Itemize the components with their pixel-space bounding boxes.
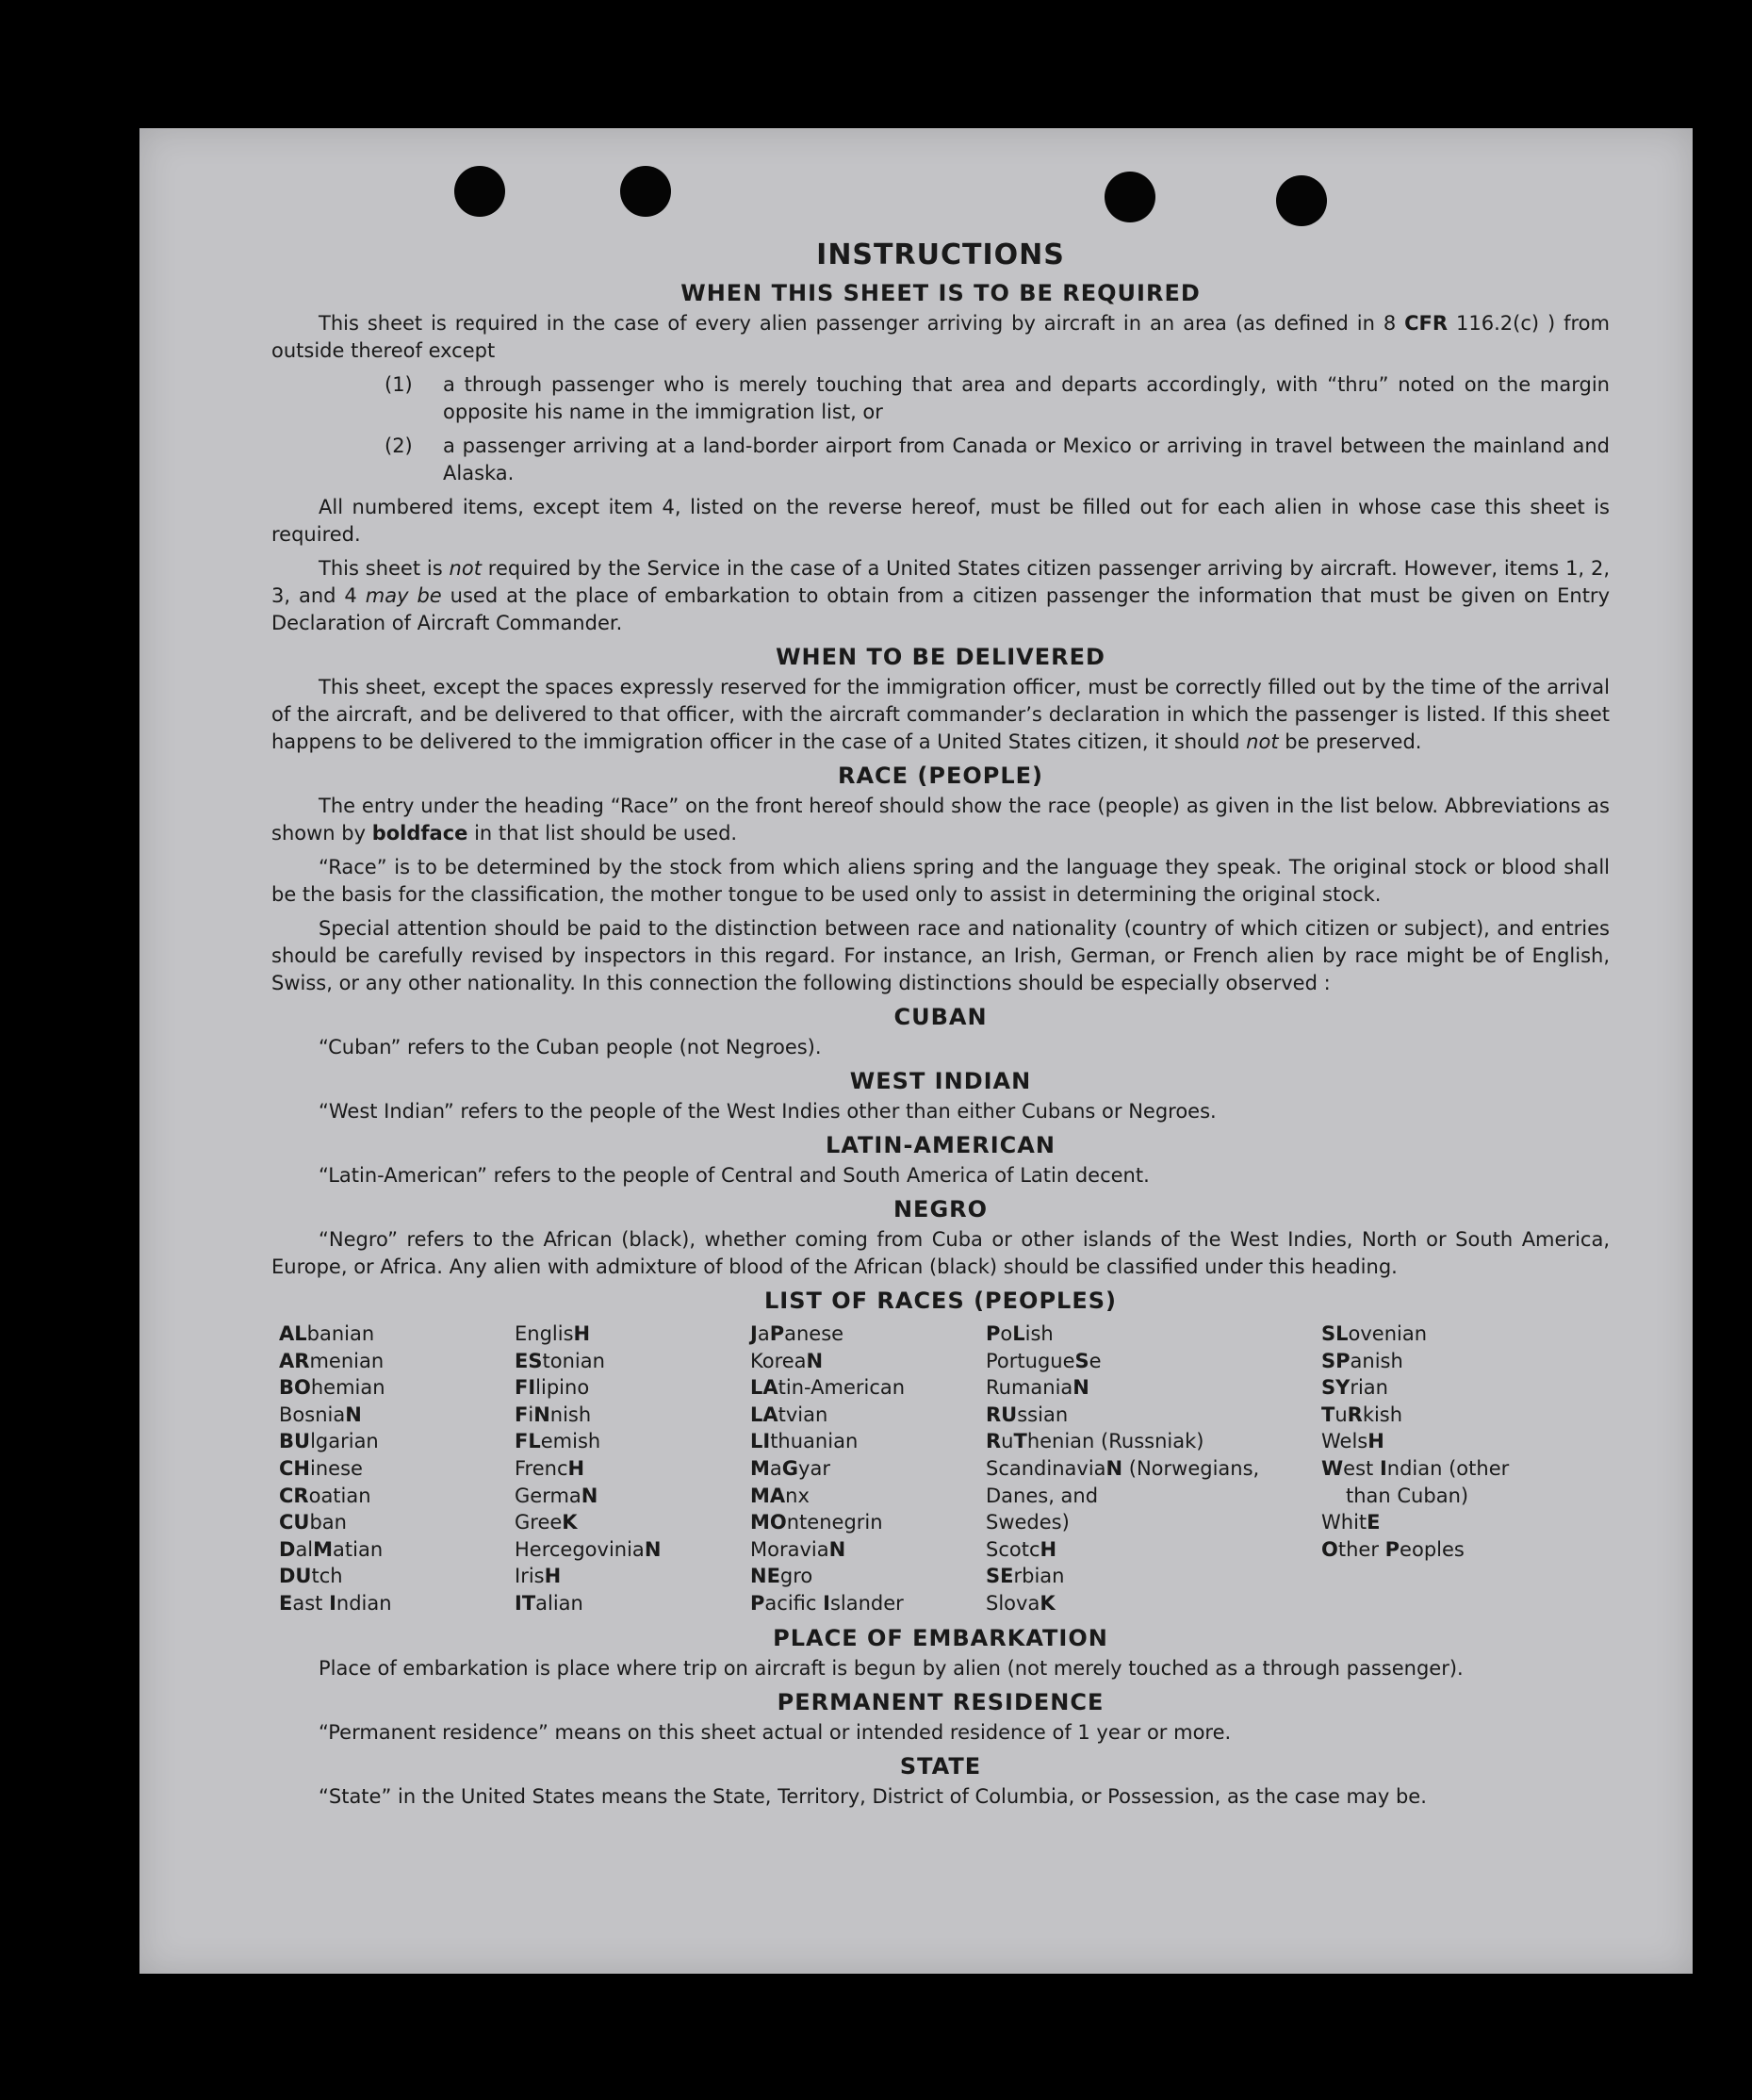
punch-hole (454, 166, 505, 217)
race-entry: SYrian (1321, 1376, 1388, 1400)
races-column (279, 1321, 515, 1617)
race-entry: JaPanese (750, 1322, 844, 1345)
text-span: This sheet, except the spaces expressly reserved for the immigration officer, must be correctly filled out by the time of the arrival of the aircraft, and be delivered to that officer, with the aircraft commander’s declaration in which the passenger is listed. If this sheet happens to be delivered to the immigration officer in the case of a United States citizen, it should (271, 676, 1610, 753)
text-span: This sheet is (319, 557, 450, 580)
paragraph: “Negro” refers to the African (black), whether coming from Cuba or other islands of the West Indies, North or South America, Europe, or Africa. Any alien with admixture of blood of the African (black) should be classified under this heading. (271, 1228, 1610, 1278)
section-heading: STATE (899, 1752, 982, 1780)
section-heading: PLACE OF EMBARKATION (773, 1624, 1108, 1651)
paragraph: “West Indian” refers to the people of the West Indies other than either Cubans or Negroes. (319, 1100, 1217, 1123)
race-entry: MoraviaN (750, 1537, 846, 1561)
item-number: (1) (385, 373, 413, 396)
paragraph: Place of embarkation is place where trip on aircraft is begun by alien (not merely touched as a through passenger). (319, 1656, 1464, 1680)
race-entry: BUlgarian (279, 1430, 379, 1453)
race-entry: NEgro (750, 1565, 813, 1588)
race-entry: MAnx (750, 1484, 810, 1507)
race-entry: FiNnish (515, 1403, 592, 1426)
race-entry: SPanish (1321, 1349, 1403, 1372)
race-entry: HercegoviniaN (515, 1537, 662, 1561)
race-entry: ScotcH (986, 1537, 1057, 1561)
race-entry: West Indian (other (1321, 1456, 1510, 1480)
race-entry: CHinese (279, 1456, 363, 1480)
text-span: in that list should be used. (467, 822, 738, 845)
paragraph (271, 674, 1610, 756)
race-entry: KoreaN (750, 1349, 824, 1372)
race-entry: WhitE (1321, 1511, 1381, 1534)
section-heading: LATIN-AMERICAN (826, 1132, 1056, 1158)
race-entry: LAtvian (750, 1403, 828, 1426)
paragraph: All numbered items, except item 4, listed on the reverse hereof, must be filled out for each alien in whose case this sheet is required. (271, 496, 1610, 546)
section-heading: RACE (PEOPLE) (837, 763, 1044, 789)
race-entry: LAtin-American (750, 1376, 906, 1400)
bold-text: boldface (371, 822, 468, 845)
item-text: a passenger arriving at a land-border airport from Canada or Mexico or arriving in travel between the mainland and Alaska. (443, 435, 1610, 484)
item-number: (2) (385, 435, 413, 457)
race-entry: Other Peoples (1321, 1537, 1465, 1561)
section-heading: PERMANENT RESIDENCE (777, 1688, 1105, 1715)
race-entry: IrisH (515, 1565, 562, 1588)
paragraph: “Permanent residence” means on this sheet actual or intended residence of 1 year or more. (319, 1720, 1232, 1744)
races-column (1321, 1321, 1585, 1617)
race-entry: BosniaN (279, 1403, 362, 1426)
italic-text: not (1246, 730, 1279, 753)
italic-text: may be (365, 584, 442, 607)
race-entry: than Cuban) (1346, 1484, 1469, 1507)
race-entry: SErbian (986, 1565, 1065, 1588)
section-heading: LIST OF RACES (PEOPLES) (764, 1288, 1117, 1314)
race-entry: ITalian (515, 1591, 583, 1615)
paragraph: “State” in the United States means the State, Territory, District of Columbia, or Possession, as the case may be. (319, 1784, 1427, 1808)
paragraph (271, 310, 1610, 365)
race-entry: LIthuanian (750, 1430, 859, 1453)
race-entry: ALbanian (279, 1322, 375, 1345)
punch-hole (620, 166, 671, 217)
list-item (385, 433, 1610, 487)
race-entry: GermaN (515, 1484, 598, 1507)
section-heading: WHEN TO BE DELIVERED (776, 644, 1105, 670)
bold-text: CFR (1404, 312, 1449, 335)
race-entry: FrencH (515, 1456, 585, 1480)
paragraph: “Latin-American” refers to the people of Central and South America of Latin decent. (319, 1164, 1150, 1187)
section-heading: NEGRO (892, 1196, 989, 1222)
punch-hole (1276, 175, 1327, 226)
item-text: a through passenger who is merely touching that area and departs accordingly, with “thru” noted on the margin opposite his name in the immigration list, or (443, 373, 1610, 423)
race-entry: Swedes) (986, 1511, 1070, 1534)
paragraph (271, 555, 1610, 637)
race-entry: Danes, and (986, 1484, 1099, 1507)
race-entry: ScandinaviaN (Norwegians, (986, 1456, 1260, 1480)
paragraph: “Race” is to be determined by the stock from which aliens spring and the language they speak. The original stock or blood shall be the basis for the classification, the mother tongue to be used only to assist in determining the original stock. (271, 856, 1610, 906)
section-heading: CUBAN (893, 1004, 988, 1030)
race-entry: DUtch (279, 1565, 343, 1588)
paragraph: “Cuban” refers to the Cuban people (not Negroes). (319, 1036, 822, 1058)
section-heading: WHEN THIS SHEET IS TO BE REQUIRED (680, 280, 1201, 306)
race-entry: WelsH (1321, 1430, 1384, 1453)
race-entry: SLovenian (1321, 1322, 1428, 1345)
race-entry: BOhemian (279, 1376, 385, 1400)
race-entry: MaGyar (750, 1456, 830, 1480)
race-entry: RumaniaN (986, 1376, 1089, 1400)
text-span: used at the place of embarkation to obtain from a citizen passenger the information that must be given on Entry Declaration of Aircraft Commander. (271, 584, 1610, 634)
race-entry: PortugueSe (986, 1349, 1102, 1372)
document-sheet (139, 128, 1693, 1974)
text-span: 116.2(c) ) from outside thereof except (271, 312, 1610, 362)
race-entry: CRoatian (279, 1484, 371, 1507)
race-entry: FLemish (515, 1430, 601, 1453)
race-entry: EStonian (515, 1349, 605, 1372)
race-entry: FIlipino (515, 1376, 590, 1400)
race-entry: RuThenian (Russniak) (986, 1430, 1204, 1453)
race-entry: DalMatian (279, 1537, 384, 1561)
text-span: This sheet is required in the case of every alien passenger arriving by aircraft in an area (as defined in 8 (319, 312, 1405, 335)
paragraph: Special attention should be paid to the distinction between race and nationality (country of which citizen or subject), and entries should be carefully revised by inspectors in this regard. For instance, an Irish, German, or French alien by race might be of English, Swiss, or any other nationality. In this connection the following distinctions should be especially observed : (271, 917, 1610, 994)
race-entry: CUban (279, 1511, 347, 1534)
race-entry: East Indian (279, 1591, 392, 1615)
races-column (515, 1321, 750, 1617)
race-entry: SlovaK (986, 1591, 1056, 1615)
text-span: required by the Service in the case of a United States citizen passenger arriving by aircraft. However, items 1, 2, 3, and 4 (271, 557, 1610, 607)
punch-hole (1105, 172, 1155, 222)
race-entry: Pacific Islander (750, 1591, 904, 1615)
italic-text: not (449, 557, 482, 580)
text-span: be preserved. (1278, 730, 1422, 753)
section-heading: WEST INDIAN (849, 1068, 1032, 1094)
races-column (986, 1321, 1321, 1617)
race-entry: GreeK (515, 1511, 578, 1534)
race-entry: EnglisH (515, 1322, 591, 1345)
text-span: The entry under the heading “Race” on the front hereof should show the race (people) as given in the list below. Abbreviations as shown by (271, 795, 1610, 845)
list-item (385, 371, 1610, 426)
race-entry: RUssian (986, 1403, 1069, 1426)
paragraph (271, 793, 1610, 847)
instructions-content (271, 238, 1610, 1817)
page-title: INSTRUCTIONS (816, 238, 1065, 271)
races-column (750, 1321, 986, 1617)
race-entry: ARmenian (279, 1349, 385, 1372)
race-entry: PoLish (986, 1322, 1054, 1345)
race-entry: TuRkish (1321, 1403, 1403, 1426)
race-entry: MOntenegrin (750, 1511, 883, 1534)
races-list (279, 1321, 1610, 1617)
